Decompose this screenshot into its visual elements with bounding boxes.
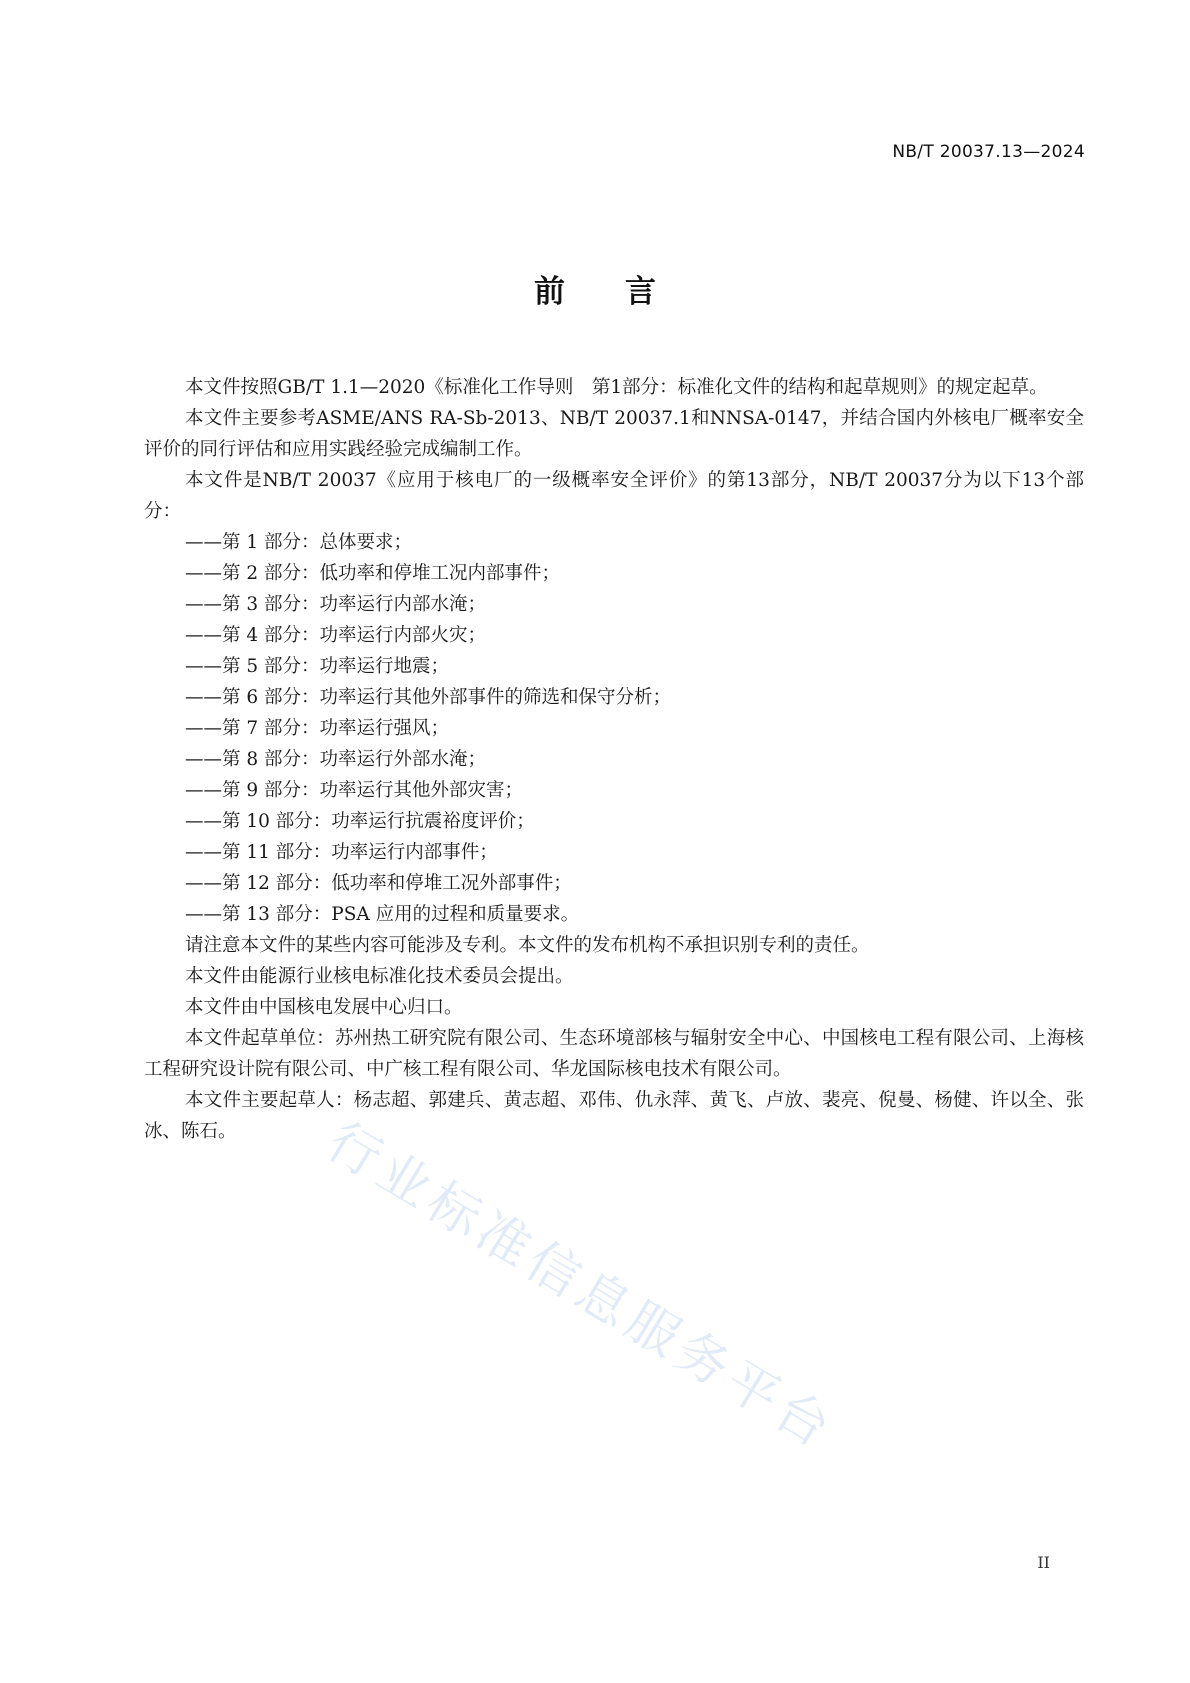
- preface-body: [144, 372, 1084, 1147]
- list-item: ——第 13 部分：PSA 应用的过程和质量要求。: [185, 904, 580, 925]
- paragraph: 本文件由能源行业核电标准化技术委员会提出。: [185, 966, 574, 987]
- parts-list: [144, 527, 1084, 930]
- list-item: ——第 9 部分：功率运行其他外部灾害；: [185, 780, 524, 801]
- watermark: 行业标准信息服务平台: [316, 1111, 845, 1462]
- list-item: ——第 6 部分：功率运行其他外部事件的筛选和保守分析；: [185, 687, 672, 708]
- list-item: ——第 5 部分：功率运行地震；: [185, 656, 450, 677]
- document-code: NB/T 20037.13—2024: [892, 142, 1085, 162]
- list-item: ——第 11 部分：功率运行内部事件；: [185, 842, 498, 863]
- page-title: 前言: [534, 274, 716, 310]
- paragraph: 本文件由中国核电发展中心归口。: [185, 997, 463, 1018]
- list-item: ——第 3 部分：功率运行内部水淹；: [185, 594, 487, 615]
- paragraph: 本文件是NB/T 20037《应用于核电厂的一级概率安全评价》的第13部分，NB/T 20037分为以下13个部分：: [144, 470, 1084, 522]
- list-item: ——第 8 部分：功率运行外部水淹；: [185, 749, 487, 770]
- list-item: ——第 2 部分：低功率和停堆工况内部事件；: [185, 563, 561, 584]
- list-item: ——第 1 部分：总体要求；: [185, 532, 413, 553]
- paragraph: 本文件起草单位：苏州热工研究院有限公司、生态环境部核与辐射安全中心、中国核电工程有限公司、上海核工程研究设计院有限公司、中广核工程有限公司、华龙国际核电技术有限公司。: [144, 1028, 1084, 1080]
- page-number: II: [1037, 1553, 1050, 1572]
- list-item: ——第 4 部分：功率运行内部火灾；: [185, 625, 487, 646]
- paragraph: 本文件按照GB/T 1.1—2020《标准化工作导则 第1部分：标准化文件的结构和起草规则》的规定起草。: [185, 377, 1048, 398]
- paragraph: 本文件主要起草人：杨志超、郭建兵、黄志超、邓伟、仇永萍、黄飞、卢放、裴亮、倪曼、杨健、许以全、张冰、陈石。: [144, 1090, 1084, 1142]
- paragraph: 请注意本文件的某些内容可能涉及专利。本文件的发布机构不承担识别专利的责任。: [185, 935, 870, 956]
- list-item: ——第 10 部分：功率运行抗震裕度评价；: [185, 811, 535, 832]
- paragraph: 本文件主要参考ASME/ANS RA-Sb-2013、NB/T 20037.1和NNSA-0147，并结合国内外核电厂概率安全评价的同行评估和应用实践经验完成编制工作。: [144, 408, 1084, 460]
- list-item: ——第 12 部分：低功率和停堆工况外部事件；: [185, 873, 572, 894]
- list-item: ——第 7 部分：功率运行强风；: [185, 718, 450, 739]
